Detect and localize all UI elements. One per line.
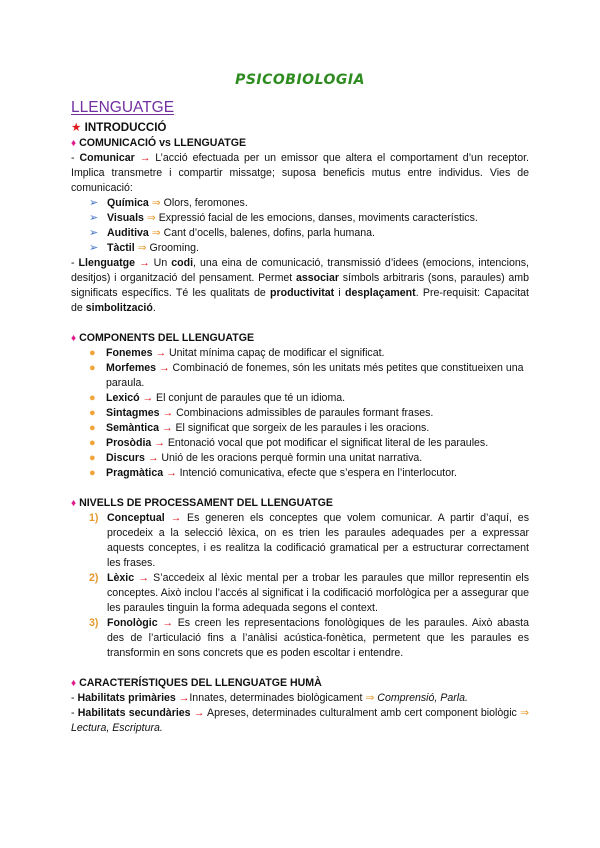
double-arrow-icon: ⇒ — [151, 197, 161, 209]
list-item: ➢ Tàctil ⇒ Grooming. — [89, 242, 199, 254]
intro-label: INTRODUCCIÓ — [84, 121, 167, 134]
list-item: ➢ Química ⇒ Olors, feromones. — [89, 197, 248, 209]
components-list — [71, 346, 529, 481]
list-item: ➢ Visuals ⇒ Expressió facial de les emocions, danses, moviments característics. — [89, 212, 478, 224]
triangle-bullet-icon: ➢ — [89, 227, 99, 239]
dot-bullet-icon: ● — [89, 347, 96, 359]
double-arrow-icon: ⇒ — [137, 242, 147, 254]
dot-bullet-icon: ● — [89, 407, 96, 419]
arrow-icon: → — [162, 617, 173, 629]
arrow-icon: → — [170, 512, 182, 524]
double-arrow-icon: ⇒ — [151, 227, 161, 239]
dot-bullet-icon: ● — [89, 362, 96, 374]
diamond-icon: ♦ — [71, 333, 77, 344]
subsection-title: ♦ COMUNICACIÓ vs LLENGUATGE — [71, 137, 247, 149]
triangle-bullet-icon: ➢ — [89, 212, 99, 224]
arrow-icon: → — [138, 572, 149, 584]
arrow-icon: → — [178, 692, 190, 704]
star-icon: ★ — [71, 121, 82, 134]
arrow-icon: → — [193, 707, 205, 719]
double-arrow-icon: ⇒ — [146, 212, 156, 224]
paragraph-primaries: - Habilitats primàries →Innates, determinades biològicament ⇒ Comprensió, Parla. — [71, 692, 468, 704]
subsection-title: ♦ CARACTERÍSTIQUES DEL LLENGUATGE HUMÀ — [71, 677, 322, 689]
list-item: ● Semàntica → El significat que sorgeix de les paraules i les oracions. — [89, 422, 430, 434]
arrow-icon: → — [147, 452, 159, 464]
arrow-icon: → — [154, 437, 165, 449]
double-arrow-icon: ⇒ — [520, 707, 529, 719]
arrow-icon: → — [139, 257, 150, 269]
subsection-title: ♦ COMPONENTS DEL LLENGUATGE — [71, 332, 255, 344]
subsection-title: ♦ NIVELLS DE PROCESSAMENT DEL LLENGUATGE — [71, 497, 333, 509]
arrow-icon: → — [166, 467, 177, 479]
paragraph-llenguatge: - Llenguatge → Un codi, una eina de comunicació, transmissió d’idees (emocions, intencions, desitjos) i organització del pensament. Permet associar símbols arbitraris (sons, paraules) amb significats específics. Té les qualitats de productivitat i desplaçament. Pre-requisit: Capacitat de simbolització. — [71, 257, 529, 314]
section-heading: LLENGUATGE — [71, 99, 175, 116]
triangle-bullet-icon: ➢ — [89, 197, 99, 209]
arrow-icon: → — [159, 362, 170, 374]
dot-bullet-icon: ● — [89, 437, 96, 449]
list-item: 1) Conceptual → Es generen els conceptes que volem comunicar. A partir d’aquí, es procedeix a la selecció lèxica, on es trien les paraules adequades per a expressar aquests conceptes, i es realitza la codificació gramatical per a estructurar correctament les frases. — [89, 512, 529, 569]
dot-bullet-icon: ● — [89, 452, 96, 464]
dot-bullet-icon: ● — [89, 422, 96, 434]
dot-bullet-icon: ● — [89, 467, 96, 479]
list-item: ● Prosòdia → Entonació vocal que pot modificar el significat literal de les paraules. — [89, 437, 489, 449]
triangle-bullet-icon: ➢ — [89, 242, 99, 254]
list-item: ● Discurs → Unió de les oracions perquè formin una unitat narrativa. — [89, 452, 423, 464]
list-item: 3) Fonològic → Es creen les representacions fonològiques de les paraules. Això abasta des de l’articulació fins a l’anàlisi acústica-fonètica, permetent que les paraules es transformin en sons concrets que es poden escoltar i entendre. — [89, 617, 529, 659]
diamond-icon: ♦ — [71, 678, 77, 689]
list-item: ● Lexicó → El conjunt de paraules que té un idioma. — [89, 392, 346, 404]
levels-list — [71, 511, 529, 661]
document-body — [71, 136, 529, 736]
paragraph-secundaries: - Habilitats secundàries → Apreses, determinades culturalment amb cert component biològic ⇒ Lectura, Escriptura. — [71, 707, 529, 734]
document-title: PSICOBIOLOGIA — [235, 72, 365, 88]
paragraph-comunicar: - Comunicar → L’acció efectuada per un emissor que altera el comportament d’un receptor. Implica transmetre i compartir missatge; suposa beneficis mutus entre individus. Vies de comunicació: — [71, 152, 529, 194]
diamond-icon: ♦ — [71, 498, 77, 509]
list-item: ● Fonemes → Unitat mínima capaç de modificar el significat. — [89, 347, 385, 359]
dot-bullet-icon: ● — [89, 392, 96, 404]
arrow-icon: → — [139, 152, 151, 164]
vies-list — [71, 196, 529, 256]
list-item: ● Pragmàtica → Intenció comunicativa, efecte que s’espera en l’interlocutor. — [89, 467, 457, 479]
arrow-icon: → — [155, 347, 167, 359]
list-item: ● Morfemes → Combinació de fonemes, són les unitats més petites que constitueixen una paraula. — [89, 362, 524, 389]
intro-heading — [71, 120, 166, 135]
double-arrow-icon: ⇒ — [365, 692, 375, 704]
list-item: ➢ Auditiva ⇒ Cant d’ocells, balenes, dofins, parla humana. — [89, 227, 375, 239]
list-item: 2) Lèxic → S’accedeix al lèxic mental per a trobar les paraules que millor representin els conceptes. Això inclou l’accés al significat i la codificació morfològica per a assegurar que les paraules tinguin la forma adequada segons el context. — [89, 572, 529, 614]
arrow-icon: → — [162, 407, 174, 419]
diamond-icon: ♦ — [71, 138, 77, 149]
arrow-icon: → — [161, 422, 173, 434]
list-item: ● Sintagmes → Combinacions admissibles de paraules formant frases. — [89, 407, 434, 419]
arrow-icon: → — [142, 392, 154, 404]
